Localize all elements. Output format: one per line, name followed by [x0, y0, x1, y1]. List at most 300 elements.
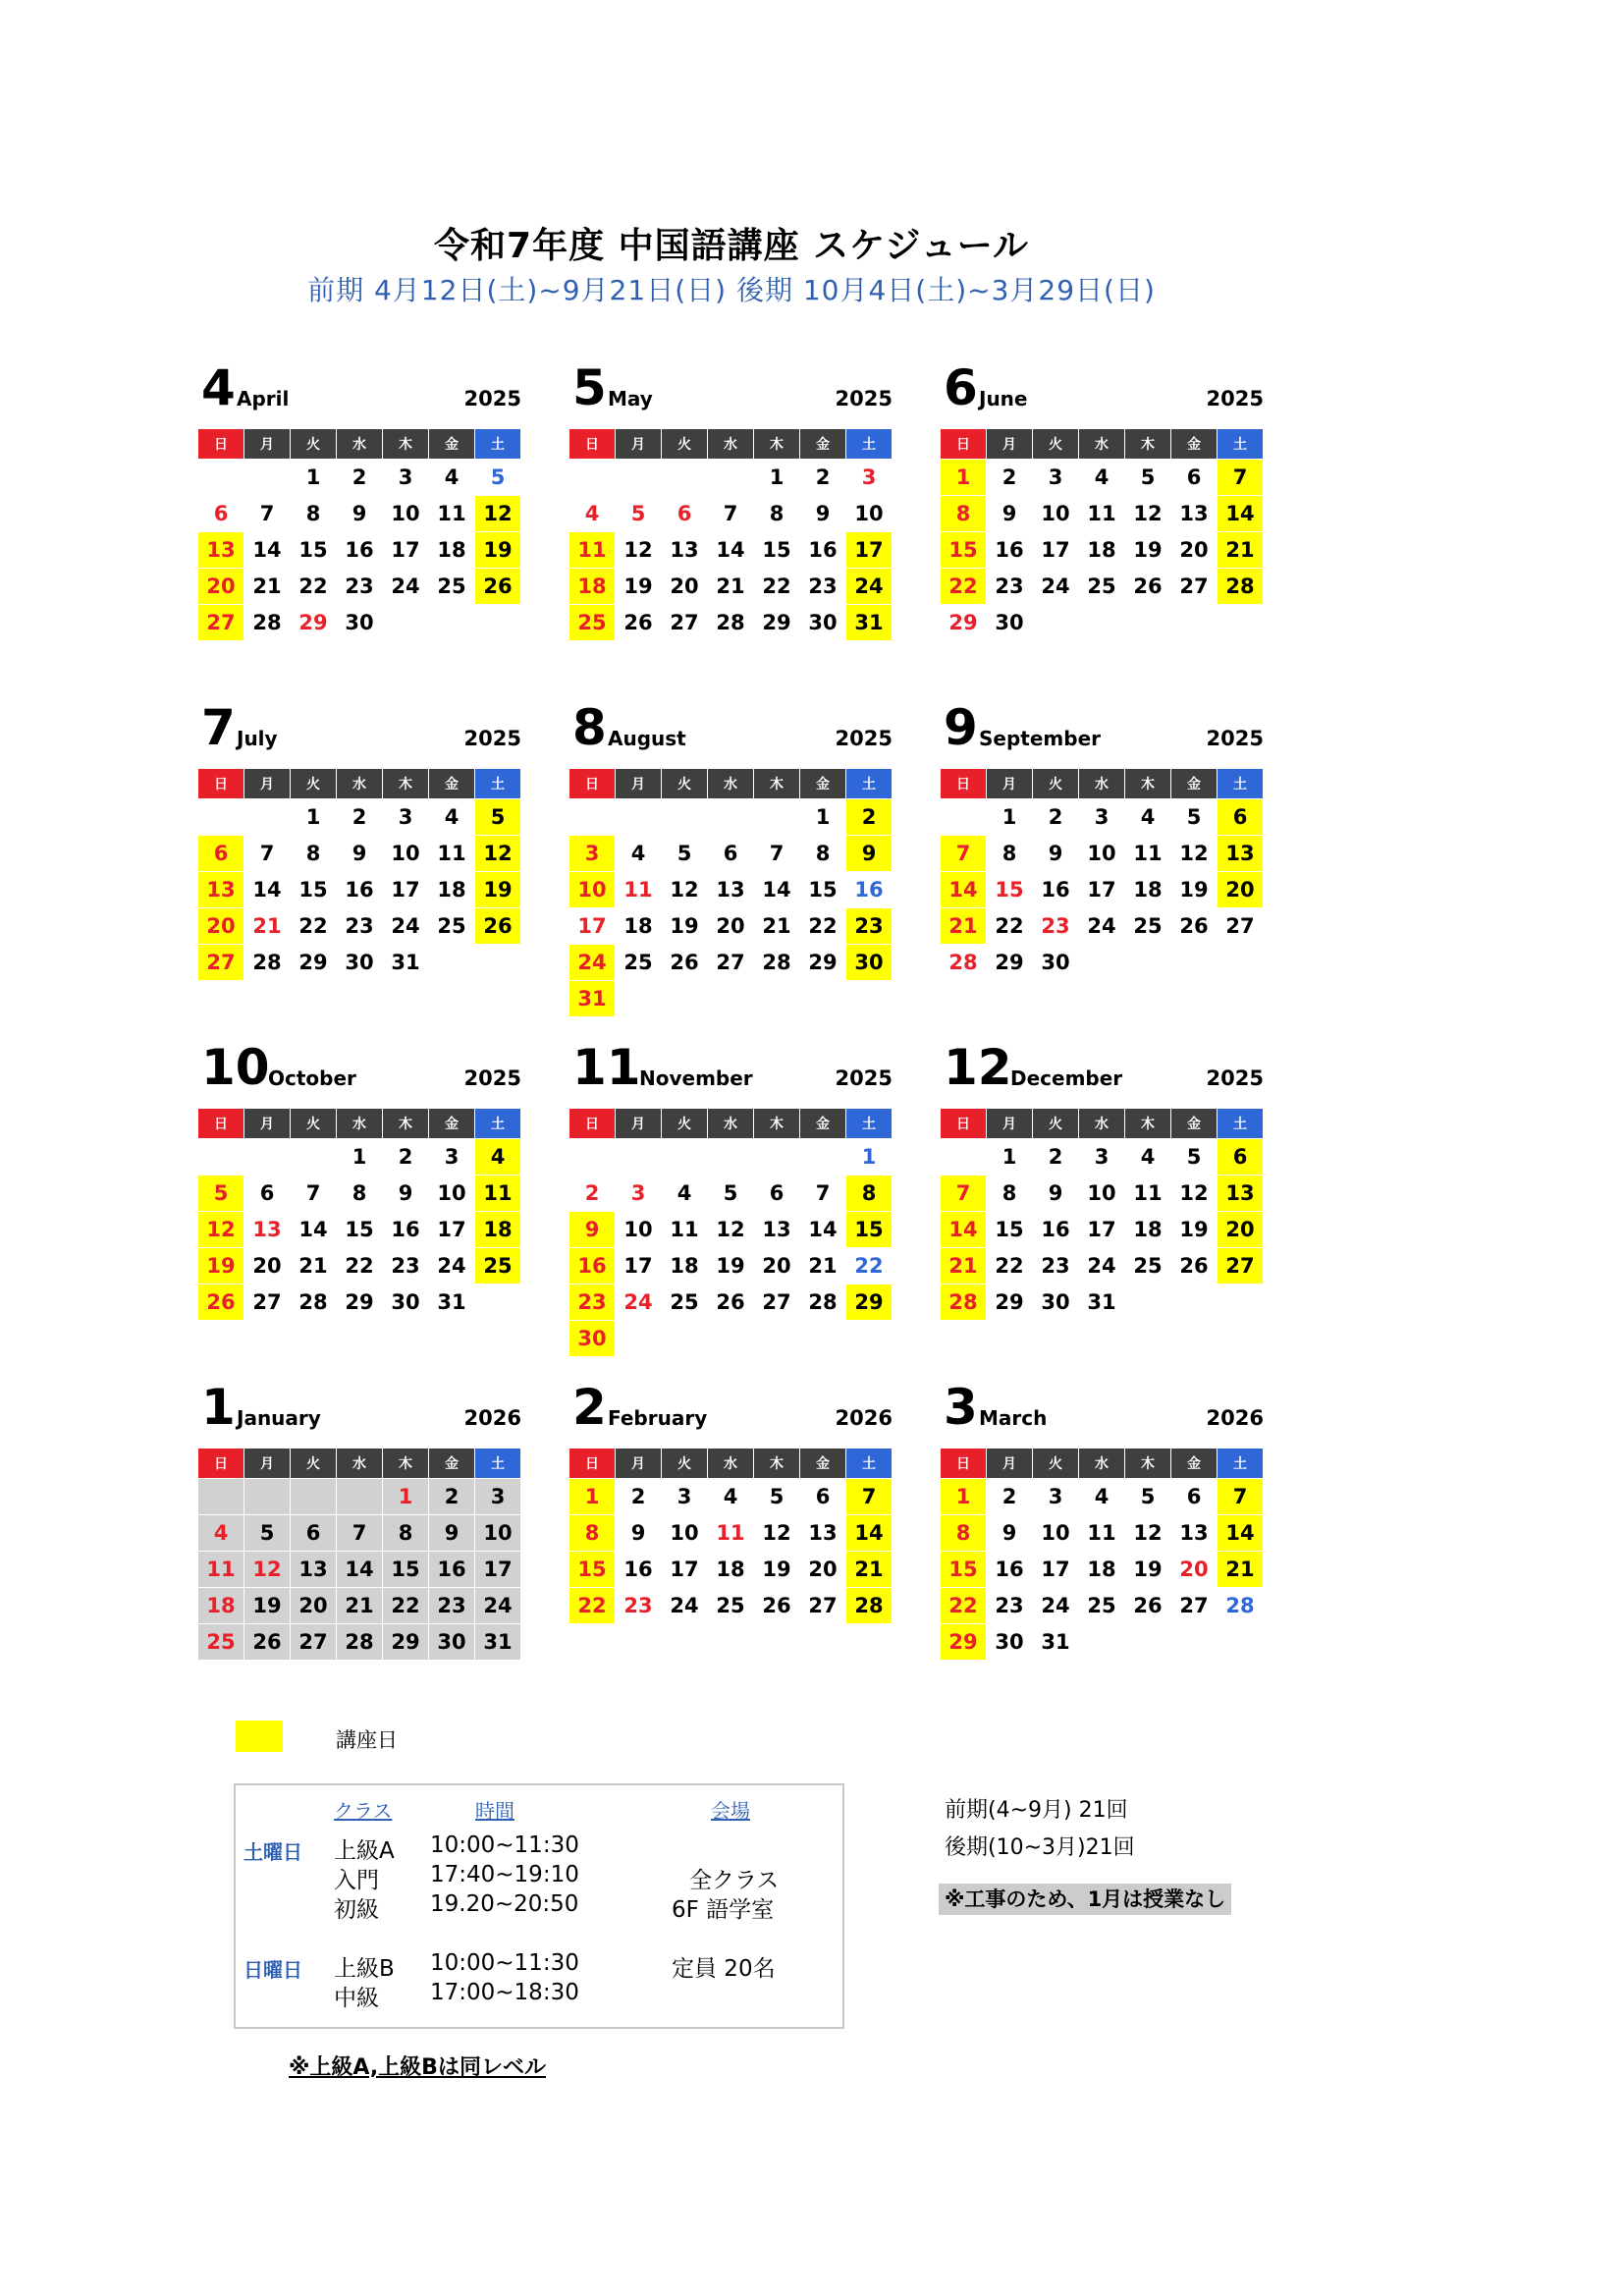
day-cell: 3	[616, 1175, 662, 1212]
class-time: 19.20~20:50	[430, 1891, 579, 1917]
day-cell: 28	[244, 945, 291, 981]
empty-cell	[616, 981, 662, 1017]
day-cell: 26	[475, 908, 521, 945]
month-year: 2025	[1206, 1066, 1264, 1090]
weekday-header: 月	[987, 1109, 1033, 1139]
weekday-header: 水	[1079, 769, 1125, 799]
day-cell: 2	[800, 460, 846, 496]
day-cell: 10	[475, 1515, 521, 1552]
weekday-header: 木	[1125, 769, 1171, 799]
empty-cell	[291, 1479, 337, 1515]
calendar-table	[568, 768, 893, 1017]
day-cell: 26	[1171, 908, 1218, 945]
day-cell: 4	[708, 1479, 754, 1515]
day-cell: 17	[846, 532, 893, 569]
empty-cell	[1218, 945, 1264, 981]
day-cell: 22	[987, 1248, 1033, 1285]
day-cell: 24	[1079, 908, 1125, 945]
day-cell: 22	[941, 569, 987, 605]
month-name: June	[979, 387, 1028, 410]
day-cell: 16	[987, 532, 1033, 569]
day-cell: 30	[337, 945, 383, 981]
month-calendar	[197, 1375, 521, 1661]
day-cell: 25	[198, 1624, 244, 1661]
day-cell: 9	[383, 1175, 429, 1212]
calendar-table	[568, 428, 893, 641]
empty-cell	[800, 1321, 846, 1357]
month-calendar	[568, 1375, 893, 1624]
day-cell: 2	[846, 799, 893, 836]
day-cell: 19	[475, 872, 521, 908]
weekday-header: 木	[383, 1449, 429, 1479]
day-cell: 8	[846, 1175, 893, 1212]
day-cell: 8	[383, 1515, 429, 1552]
month-number: 12	[944, 1039, 1012, 1096]
day-cell: 23	[337, 569, 383, 605]
day-cell: 27	[662, 605, 708, 641]
weekday-header: 月	[616, 1449, 662, 1479]
day-cell: 21	[1218, 1552, 1264, 1588]
day-cell: 13	[198, 532, 244, 569]
day-cell: 7	[1218, 460, 1264, 496]
legend-swatch	[236, 1721, 283, 1752]
day-cell: 24	[616, 1285, 662, 1321]
day-cell: 8	[569, 1515, 616, 1552]
day-cell: 3	[475, 1479, 521, 1515]
empty-cell	[198, 1139, 244, 1175]
calendar-table	[197, 768, 521, 981]
month-year: 2025	[1206, 387, 1264, 410]
month-calendar	[197, 355, 521, 641]
day-cell: 19	[754, 1552, 800, 1588]
empty-cell	[616, 799, 662, 836]
day-cell: 9	[1033, 836, 1079, 872]
day-cell: 15	[754, 532, 800, 569]
month-header	[197, 1375, 521, 1436]
weekday-header: 水	[1079, 1109, 1125, 1139]
month-number: 9	[944, 699, 978, 756]
day-cell: 4	[429, 799, 475, 836]
class-name: 中級	[334, 1986, 379, 2011]
day-cell: 9	[337, 836, 383, 872]
day-cell: 16	[383, 1212, 429, 1248]
empty-cell	[754, 799, 800, 836]
weekday-header: 火	[1033, 1449, 1079, 1479]
empty-cell	[337, 1479, 383, 1515]
day-cell: 8	[291, 836, 337, 872]
day-cell: 11	[708, 1515, 754, 1552]
day-cell: 23	[429, 1588, 475, 1624]
month-calendar	[940, 1035, 1264, 1321]
day-cell: 21	[244, 908, 291, 945]
weekday-header: 日	[569, 1109, 616, 1139]
day-cell: 7	[754, 836, 800, 872]
calendar-table	[568, 1448, 893, 1624]
weekday-header: 土	[475, 769, 521, 799]
weekday-header: 金	[429, 769, 475, 799]
day-cell: 16	[616, 1552, 662, 1588]
month-name: December	[1010, 1066, 1123, 1090]
day-cell: 25	[429, 569, 475, 605]
day-cell: 27	[800, 1588, 846, 1624]
month-year: 2025	[1206, 727, 1264, 750]
day-cell: 5	[1125, 1479, 1171, 1515]
weekday-header: 水	[1079, 429, 1125, 460]
day-cell: 5	[1125, 460, 1171, 496]
day-cell: 1	[987, 799, 1033, 836]
day-cell: 25	[662, 1285, 708, 1321]
day-cell: 16	[987, 1552, 1033, 1588]
empty-cell	[569, 460, 616, 496]
day-cell: 29	[291, 605, 337, 641]
day-cell: 28	[708, 605, 754, 641]
weekday-header: 木	[383, 429, 429, 460]
day-cell: 10	[1033, 1515, 1079, 1552]
weekday-header: 月	[244, 1449, 291, 1479]
day-cell: 14	[846, 1515, 893, 1552]
day-cell: 12	[708, 1212, 754, 1248]
day-cell: 23	[1033, 1248, 1079, 1285]
day-cell: 31	[429, 1285, 475, 1321]
day-cell: 29	[987, 945, 1033, 981]
day-cell: 9	[569, 1212, 616, 1248]
day-cell: 12	[475, 496, 521, 532]
class-name: 上級A	[334, 1838, 395, 1864]
day-cell: 26	[708, 1285, 754, 1321]
weekday-header: 木	[754, 769, 800, 799]
month-calendar	[940, 695, 1264, 981]
empty-cell	[1079, 945, 1125, 981]
month-name: April	[237, 387, 290, 410]
day-cell: 17	[1079, 872, 1125, 908]
month-number: 3	[944, 1379, 978, 1436]
day-cell: 21	[708, 569, 754, 605]
venue-all-classes: 全クラス	[689, 1868, 780, 1893]
day-cell: 15	[291, 872, 337, 908]
weekday-header: 水	[708, 1109, 754, 1139]
day-cell: 15	[337, 1212, 383, 1248]
day-cell: 25	[1079, 569, 1125, 605]
day-cell: 22	[291, 569, 337, 605]
empty-cell	[291, 1139, 337, 1175]
weekday-header: 火	[291, 1109, 337, 1139]
day-cell: 16	[1033, 872, 1079, 908]
weekday-header: 土	[475, 429, 521, 460]
weekday-header: 土	[475, 1109, 521, 1139]
day-cell: 1	[987, 1139, 1033, 1175]
day-cell: 21	[941, 1248, 987, 1285]
day-cell: 3	[1079, 799, 1125, 836]
class-name: 上級B	[334, 1956, 395, 1982]
day-cell: 25	[475, 1248, 521, 1285]
empty-cell	[475, 605, 521, 641]
empty-cell	[708, 460, 754, 496]
empty-cell	[198, 1479, 244, 1515]
day-cell: 5	[1171, 1139, 1218, 1175]
day-cell: 3	[569, 836, 616, 872]
day-cell: 19	[616, 569, 662, 605]
empty-cell	[941, 1139, 987, 1175]
day-cell: 20	[800, 1552, 846, 1588]
empty-cell	[708, 1321, 754, 1357]
first-term-count: 前期(4~9月) 21回	[945, 1798, 1128, 1823]
month-name: July	[237, 727, 278, 750]
day-cell: 24	[383, 569, 429, 605]
month-header	[568, 1375, 893, 1436]
day-cell: 18	[475, 1212, 521, 1248]
weekday-header: 金	[429, 1449, 475, 1479]
day-cell: 15	[941, 1552, 987, 1588]
empty-cell	[429, 945, 475, 981]
weekday-header: 火	[662, 769, 708, 799]
day-cell: 21	[291, 1248, 337, 1285]
weekday-header: 土	[846, 1109, 893, 1139]
weekday-header: 木	[1125, 429, 1171, 460]
day-cell: 6	[1218, 799, 1264, 836]
weekday-header: 水	[337, 429, 383, 460]
day-cell: 20	[1171, 1552, 1218, 1588]
day-cell: 5	[754, 1479, 800, 1515]
empty-cell	[475, 945, 521, 981]
day-cell: 13	[708, 872, 754, 908]
day-cell: 16	[846, 872, 893, 908]
empty-cell	[569, 1139, 616, 1175]
day-cell: 29	[941, 605, 987, 641]
day-cell: 1	[754, 460, 800, 496]
day-cell: 3	[383, 460, 429, 496]
empty-cell	[1125, 1285, 1171, 1321]
day-cell: 31	[383, 945, 429, 981]
empty-cell	[754, 1321, 800, 1357]
day-cell: 7	[941, 1175, 987, 1212]
weekday-header: 日	[569, 1449, 616, 1479]
empty-cell	[846, 1321, 893, 1357]
day-cell: 22	[987, 908, 1033, 945]
weekday-header: 金	[1171, 429, 1218, 460]
day-cell: 22	[846, 1248, 893, 1285]
day-cell: 12	[1125, 1515, 1171, 1552]
weekday-header: 水	[708, 429, 754, 460]
day-cell: 31	[569, 981, 616, 1017]
day-cell: 8	[987, 836, 1033, 872]
month-number: 2	[572, 1379, 607, 1436]
day-cell: 14	[800, 1212, 846, 1248]
day-cell: 28	[754, 945, 800, 981]
day-cell: 27	[1218, 1248, 1264, 1285]
day-cell: 2	[337, 460, 383, 496]
day-cell: 23	[800, 569, 846, 605]
day-cell: 24	[1033, 1588, 1079, 1624]
empty-cell	[1125, 605, 1171, 641]
class-time: 17:40~19:10	[430, 1862, 579, 1887]
day-cell: 21	[244, 569, 291, 605]
weekday-header: 月	[244, 429, 291, 460]
day-cell: 14	[754, 872, 800, 908]
day-cell: 19	[1125, 1552, 1171, 1588]
day-cell: 10	[662, 1515, 708, 1552]
column-header-class: クラス	[334, 1799, 393, 1823]
day-cell: 7	[244, 836, 291, 872]
empty-cell	[754, 981, 800, 1017]
day-cell: 18	[1125, 1212, 1171, 1248]
month-year: 2026	[835, 1406, 893, 1430]
day-cell: 5	[475, 799, 521, 836]
empty-cell	[800, 981, 846, 1017]
day-cell: 22	[569, 1588, 616, 1624]
weekday-header: 水	[1079, 1449, 1125, 1479]
day-cell: 12	[1171, 836, 1218, 872]
weekday-header: 月	[987, 1449, 1033, 1479]
day-cell: 29	[800, 945, 846, 981]
month-year: 2025	[463, 727, 521, 750]
month-name: September	[979, 727, 1101, 750]
day-cell: 8	[800, 836, 846, 872]
month-calendar	[568, 355, 893, 641]
day-cell: 28	[846, 1588, 893, 1624]
day-cell: 20	[198, 569, 244, 605]
day-cell: 9	[429, 1515, 475, 1552]
class-time: 17:00~18:30	[430, 1980, 579, 2005]
empty-cell	[198, 460, 244, 496]
day-cell: 4	[429, 460, 475, 496]
day-cell: 16	[800, 532, 846, 569]
day-cell: 1	[291, 460, 337, 496]
day-cell: 23	[616, 1588, 662, 1624]
day-cell: 21	[754, 908, 800, 945]
class-info-box	[234, 1783, 844, 2029]
month-calendar	[940, 355, 1264, 641]
legend-label: 講座日	[336, 1728, 398, 1752]
day-cell: 7	[800, 1175, 846, 1212]
day-cell: 28	[941, 1285, 987, 1321]
day-cell: 15	[987, 1212, 1033, 1248]
day-cell: 7	[846, 1479, 893, 1515]
empty-cell	[662, 981, 708, 1017]
day-cell: 7	[337, 1515, 383, 1552]
day-cell: 1	[569, 1479, 616, 1515]
day-cell: 6	[198, 836, 244, 872]
calendar-table	[940, 428, 1264, 641]
calendar-table	[940, 1448, 1264, 1661]
weekday-header: 日	[198, 1109, 244, 1139]
month-calendar	[197, 1035, 521, 1321]
day-cell: 6	[198, 496, 244, 532]
day-cell: 26	[662, 945, 708, 981]
day-cell: 29	[383, 1624, 429, 1661]
empty-cell	[1171, 1624, 1218, 1661]
day-cell: 22	[800, 908, 846, 945]
day-cell: 5	[244, 1515, 291, 1552]
day-cell: 23	[987, 569, 1033, 605]
calendar-table	[197, 1108, 521, 1321]
day-cell: 8	[291, 496, 337, 532]
day-cell: 11	[662, 1212, 708, 1248]
month-header	[197, 1035, 521, 1096]
weekday-header: 木	[754, 429, 800, 460]
day-cell: 4	[569, 496, 616, 532]
day-cell: 30	[1033, 945, 1079, 981]
empty-cell	[475, 1285, 521, 1321]
day-cell: 2	[429, 1479, 475, 1515]
weekday-header: 金	[1171, 1109, 1218, 1139]
day-cell: 23	[987, 1588, 1033, 1624]
calendar-table	[940, 1108, 1264, 1321]
day-cell: 10	[383, 496, 429, 532]
weekday-header: 木	[1125, 1449, 1171, 1479]
day-cell: 27	[1171, 569, 1218, 605]
weekday-header: 金	[1171, 1449, 1218, 1479]
day-cell: 27	[1218, 908, 1264, 945]
day-cell: 4	[475, 1139, 521, 1175]
empty-cell	[662, 460, 708, 496]
day-cell: 13	[1171, 1515, 1218, 1552]
day-cell: 16	[429, 1552, 475, 1588]
day-cell: 13	[1171, 496, 1218, 532]
month-number: 7	[201, 699, 236, 756]
day-cell: 27	[754, 1285, 800, 1321]
day-cell: 11	[198, 1552, 244, 1588]
day-cell: 14	[941, 872, 987, 908]
month-calendar	[568, 695, 893, 1017]
empty-cell	[1079, 1624, 1125, 1661]
month-calendar	[568, 1035, 893, 1357]
day-cell: 26	[244, 1624, 291, 1661]
empty-cell	[941, 799, 987, 836]
level-note: ※上級A,上級Bは同レベル	[289, 2055, 546, 2080]
day-cell: 13	[1218, 1175, 1264, 1212]
day-cell: 6	[1218, 1139, 1264, 1175]
weekday-header: 土	[846, 769, 893, 799]
weekday-header: 日	[941, 769, 987, 799]
day-cell: 3	[846, 460, 893, 496]
day-cell: 19	[475, 532, 521, 569]
month-header	[568, 1035, 893, 1096]
weekday-header: 火	[662, 1449, 708, 1479]
day-cell: 4	[198, 1515, 244, 1552]
day-cell: 9	[616, 1515, 662, 1552]
day-cell: 28	[244, 605, 291, 641]
weekday-header: 火	[291, 1449, 337, 1479]
day-cell: 6	[754, 1175, 800, 1212]
day-cell: 14	[291, 1212, 337, 1248]
empty-cell	[244, 799, 291, 836]
day-cell: 7	[708, 496, 754, 532]
day-cell: 29	[291, 945, 337, 981]
day-cell: 3	[1033, 460, 1079, 496]
day-cell: 8	[754, 496, 800, 532]
day-cell: 24	[1033, 569, 1079, 605]
day-cell: 6	[291, 1515, 337, 1552]
day-cell: 22	[383, 1588, 429, 1624]
month-number: 1	[201, 1379, 236, 1436]
day-cell: 26	[1125, 1588, 1171, 1624]
day-cell: 29	[337, 1285, 383, 1321]
day-cell: 3	[1079, 1139, 1125, 1175]
empty-cell	[662, 1139, 708, 1175]
empty-cell	[244, 460, 291, 496]
day-cell: 30	[987, 605, 1033, 641]
day-cell: 14	[244, 532, 291, 569]
calendar-table	[568, 1108, 893, 1357]
day-cell: 18	[662, 1248, 708, 1285]
day-cell: 27	[708, 945, 754, 981]
month-name: February	[608, 1406, 708, 1430]
day-cell: 18	[429, 532, 475, 569]
day-cell: 21	[337, 1588, 383, 1624]
month-number: 4	[201, 359, 236, 416]
weekday-header: 月	[616, 429, 662, 460]
weekday-header: 土	[1218, 769, 1264, 799]
